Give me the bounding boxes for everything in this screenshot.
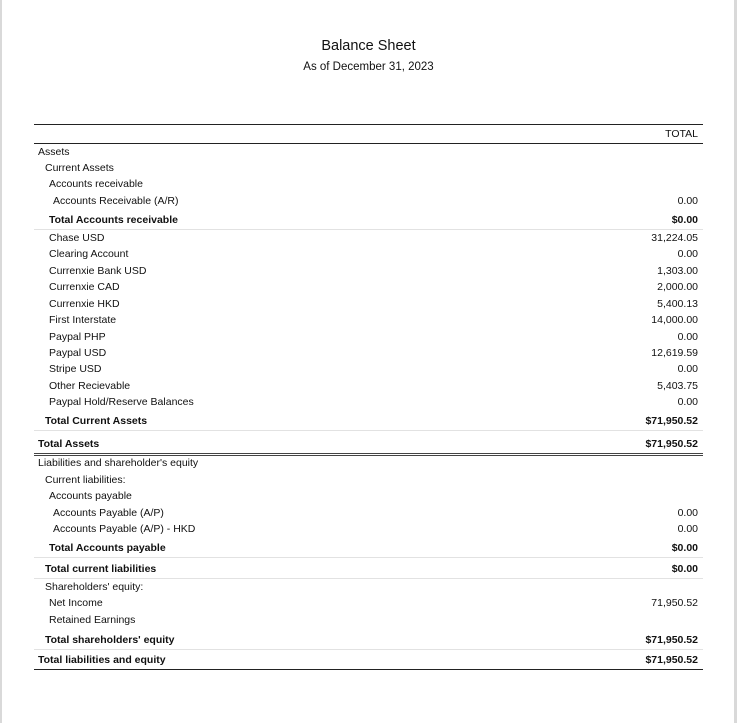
row-label: Shareholders' equity: <box>45 581 144 593</box>
row-amount: 0.00 <box>677 523 698 535</box>
row-label: Total current liabilities <box>45 563 157 575</box>
row-amount: 0.00 <box>677 363 698 375</box>
row-label: Current Assets <box>45 162 114 174</box>
row-label: First Interstate <box>49 314 117 326</box>
table-row <box>34 596 703 612</box>
row-label: Paypal USD <box>49 347 107 359</box>
table-header <box>34 124 703 144</box>
row-label: Currenxie HKD <box>49 298 120 310</box>
table-row <box>34 263 703 280</box>
row-label: Accounts Receivable (A/R) <box>53 195 179 207</box>
row-amount: 0.00 <box>677 507 698 519</box>
table-row <box>34 346 703 362</box>
row-amount: 0.00 <box>677 331 698 343</box>
row-label: Liabilities and shareholder's equity <box>38 457 199 469</box>
table-row <box>34 247 703 263</box>
table-row <box>34 579 703 596</box>
row-label: Currenxie Bank USD <box>49 265 147 277</box>
row-amount: 0.00 <box>677 396 698 408</box>
row-amount: $71,950.52 <box>645 415 698 427</box>
row-label: Total Current Assets <box>45 415 148 427</box>
row-amount: 5,403.75 <box>657 380 698 392</box>
table-row <box>34 411 703 431</box>
row-label: Paypal PHP <box>49 331 106 343</box>
row-amount: 12,619.59 <box>651 347 698 359</box>
row-label: Total shareholders' equity <box>45 634 175 646</box>
column-header-total: TOTAL <box>665 128 698 140</box>
table-row <box>34 395 703 411</box>
report-subtitle: As of December 31, 2023 <box>303 61 434 73</box>
table-row <box>34 472 703 489</box>
table-row <box>34 313 703 329</box>
row-label: Other Recievable <box>49 380 131 392</box>
table-row <box>34 505 703 522</box>
row-amount: $0.00 <box>671 563 698 575</box>
row-label: Accounts receivable <box>49 178 143 190</box>
table-row <box>34 612 703 629</box>
row-label: Total liabilities and equity <box>38 654 166 666</box>
report-title: Balance Sheet <box>321 38 416 54</box>
row-label: Chase USD <box>49 232 105 244</box>
row-label: Current liabilities: <box>45 474 126 486</box>
row-amount: $71,950.52 <box>645 438 698 450</box>
page-left-edge <box>0 0 2 723</box>
table-row <box>34 177 703 193</box>
table-row <box>34 629 703 650</box>
row-label: Net Income <box>49 597 103 609</box>
row-amount: $71,950.52 <box>645 654 698 666</box>
row-label: Accounts payable <box>49 490 132 502</box>
table-row <box>34 558 703 579</box>
table-row <box>34 431 703 456</box>
row-amount: 14,000.00 <box>651 314 698 326</box>
table-row <box>34 296 703 313</box>
row-amount: 1,303.00 <box>657 265 698 277</box>
row-amount: 0.00 <box>677 195 698 207</box>
row-label: Accounts Payable (A/P) <box>53 507 164 519</box>
table-body <box>34 144 703 670</box>
row-label: Stripe USD <box>49 363 102 375</box>
row-label: Retained Earnings <box>49 614 136 626</box>
row-label: Clearing Account <box>49 248 129 260</box>
table-row <box>34 362 703 378</box>
row-label: Total Accounts receivable <box>49 214 178 226</box>
table-row <box>34 230 703 247</box>
table-row <box>34 538 703 558</box>
row-amount: $0.00 <box>671 214 698 226</box>
table-row <box>34 193 703 210</box>
row-amount: 31,224.05 <box>651 232 698 244</box>
row-amount: $0.00 <box>671 542 698 554</box>
table-row <box>34 456 703 472</box>
table-row <box>34 329 703 346</box>
table-row <box>34 650 703 670</box>
row-amount: 0.00 <box>677 248 698 260</box>
table-row <box>34 522 703 538</box>
table-row <box>34 161 703 177</box>
row-label: Currenxie CAD <box>49 281 120 293</box>
table-row <box>34 378 703 395</box>
table-row <box>34 489 703 505</box>
row-label: Total Assets <box>38 438 100 450</box>
row-amount: $71,950.52 <box>645 634 698 646</box>
row-label: Accounts Payable (A/P) - HKD <box>53 523 196 535</box>
row-label: Paypal Hold/Reserve Balances <box>49 396 194 408</box>
row-amount: 5,400.13 <box>657 298 698 310</box>
row-amount: 2,000.00 <box>657 281 698 293</box>
row-amount: 71,950.52 <box>651 597 698 609</box>
table-row <box>34 210 703 230</box>
balance-sheet-table <box>34 124 703 670</box>
table-row <box>34 144 703 161</box>
row-label: Assets <box>38 146 70 158</box>
table-row <box>34 280 703 296</box>
row-label: Total Accounts payable <box>49 542 166 554</box>
